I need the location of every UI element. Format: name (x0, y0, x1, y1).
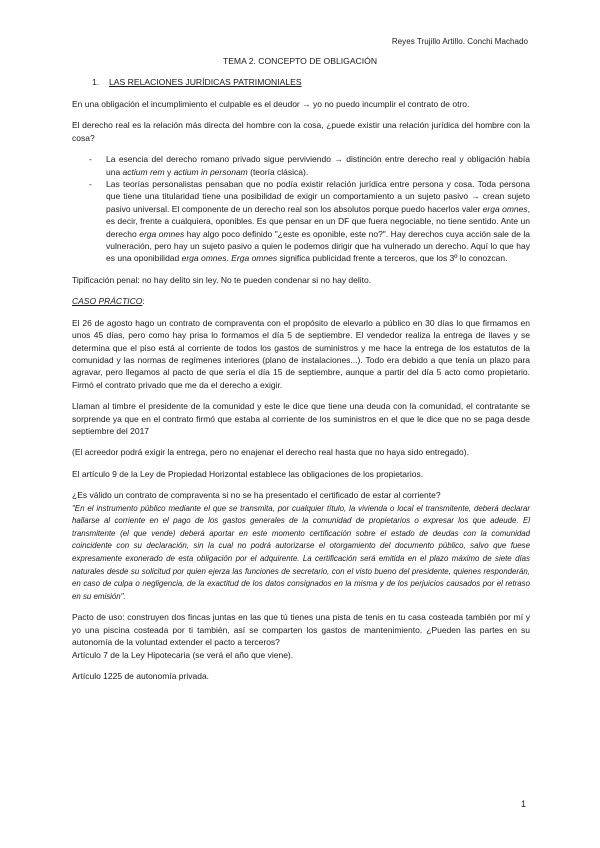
header-author: Reyes Trujillo Artillo. Conchi Machado (391, 37, 528, 46)
section-title: LAS RELACIONES JURÍDICAS PATRIMONIALES (109, 77, 302, 87)
bullet-text: hay algo poco definido "¿este es oponible, este no?". Hay derechos cuya acción sale de la vulneración, pero hay un sujeto pasivo a quien le podemos dirigir que ha vulnerado un derecho. Aquí lo que hay es una oponibilidad (106, 228, 530, 264)
case-heading (72, 295, 530, 307)
page-number: 1 (521, 799, 527, 809)
latin-term: actium in personam (173, 166, 248, 177)
section-number: 1. (92, 77, 100, 87)
bullet-text: significa publicidad frente a terceros, que los 3º lo conozcan. (277, 253, 508, 264)
latin-term: erga omnes (139, 228, 185, 239)
document-body (72, 98, 530, 691)
case-paragraph-2: Llaman al timbre el presidente de la comunidad y este le dice que tiene una deuda con la comunidad, el contratante se sorprende ya que en el contrato firmó que estaba al corriente de los suministros en el que le dice que no se paga desde septiembre del 2017 (72, 401, 530, 436)
paragraph-2: El derecho real es la relación más directa del hombre con la cosa, ¿puede existir una relación jurídica del hombre con la cosa? (72, 120, 530, 143)
latin-term: actium rem (122, 166, 165, 177)
law-quote: "En el instrumento público mediante el que se transmita, por cualquier título, la vivienda o local el transmitente, deberá declarar hallarse al corriente en el pago de los gastos generales de la comunidad de propietarios o expresar los que adeude. El transmitente (el que vende) deberá aportar en este momento certificación sobre el estado de deudas con la comunidad coincidente con su declaración, sin la cual no podrá autorizarse el otorgamiento del documento público, salvo que fuese expresamente exonerado de esta obligación por el adquirente. La certificación será emitida en el plazo máximo de siete días naturales desde su solicitud por quien ejerza las funciones de secretario, con el visto bueno del presidente, quienes responderán, en caso de culpa o negligencia, de la exactitud de los datos consignados en la misma y de los perjuicios causados por el retraso en su emisión". (72, 503, 530, 601)
bullet-list (72, 153, 530, 265)
case-question-text: ¿Es válido un contrato de compraventa si no se ha presentado el certificado de estar al corriente? (72, 490, 441, 501)
tipificacion-paragraph: Tipificación penal: no hay delito sin ley. No te pueden condenar si no hay delito. (72, 274, 372, 285)
case-paragraph-7: Artículo 1225 de autonomía privada. (72, 670, 210, 681)
case-paragraph-6 (72, 611, 530, 661)
case-question (72, 489, 530, 602)
latin-term: erga omnes (482, 203, 528, 214)
bullet-item-1 (72, 153, 530, 178)
latin-term: erga omnes (181, 253, 227, 264)
case-heading-colon: : (142, 296, 145, 307)
document-title: TEMA 2. CONCEPTO DE OBLIGACIÓN (222, 56, 378, 66)
bullet-text: (teoría clásica). (247, 166, 309, 177)
bullet-item-2 (72, 178, 530, 265)
case-heading-text: CASO PRÁCTICO (72, 296, 143, 307)
bullet-text: y (164, 166, 174, 177)
case-paragraph-4: El artículo 9 de la Ley de Propiedad Horizontal establece las obligaciones de los propietarios. (72, 468, 424, 479)
bullet-text: . (226, 253, 232, 264)
bullet-text: , es decir, frente a cualquiera, oponibles. Es que pensar en un DF que fuera negociable, no tiene sentido. Ante un derecho (106, 203, 531, 239)
articulo-7-text: Artículo 7 de la Ley Hipotecaria (se verá el año que viene). (72, 649, 294, 660)
bullet-text: La esencia del derecho romano privado sigue perviviendo → distinción entre derecho real y obligación había una (106, 154, 530, 177)
bullet-dash: - (89, 179, 92, 190)
section-heading (92, 77, 302, 87)
case-paragraph-3: (El acreedor podrá exigir la entrega, pero no enajenar el derecho real hasta que no haya sido entregado). (72, 447, 469, 458)
paragraph-1: En una obligación el incumplimiento el culpable es el deudor → yo no puedo incumplir el contrato de otro. (72, 99, 470, 109)
latin-term: Erga omnes (231, 253, 278, 264)
bullet-dash: - (89, 154, 92, 165)
bullet-text: Las teorías personalistas pensaban que no podía existir relación jurídica entre persona y cosa. Toda persona que tiene una titularidad tiene una posibilidad de exigir un comportamiento a un sujeto pasivo → crean sujeto pasivo universal. El componente de un derecho real son los absolutos porque puedo hacerlos valer (106, 179, 530, 214)
pacto-text: Pacto de uso: construyen dos fincas juntas en las que tú tienes una pista de tenis en tu casa costeada también por mí y yo una piscina costeada por ti también, así se comparten los gastos de mantenimiento. ¿Pueden las partes en su autonomía de la voluntad extender el pacto a terceros? (72, 612, 530, 648)
case-paragraph-1: El 26 de agosto hago un contrato de compraventa con el propósito de elevarlo a público en 30 días lo que firmamos en unos 45 días, pero como hay prisa lo formamos el día 5 de septiembre. El vendedor realiza la entrega de llaves y se determina que el piso está al corriente de todos los gastos de suministros y me hace la entrega de los estatutos de la comunidad y las normas de regímenes interiores (plano de instalaciones...). Todo era debido a que tenía un plazo para agravar, pero llegamos al pacto de que sería el día 15 de septiembre, aunque a partir del día 5 acto como propietario. Firmó el contrato privado que me da el derecho a exigir. (72, 317, 530, 390)
